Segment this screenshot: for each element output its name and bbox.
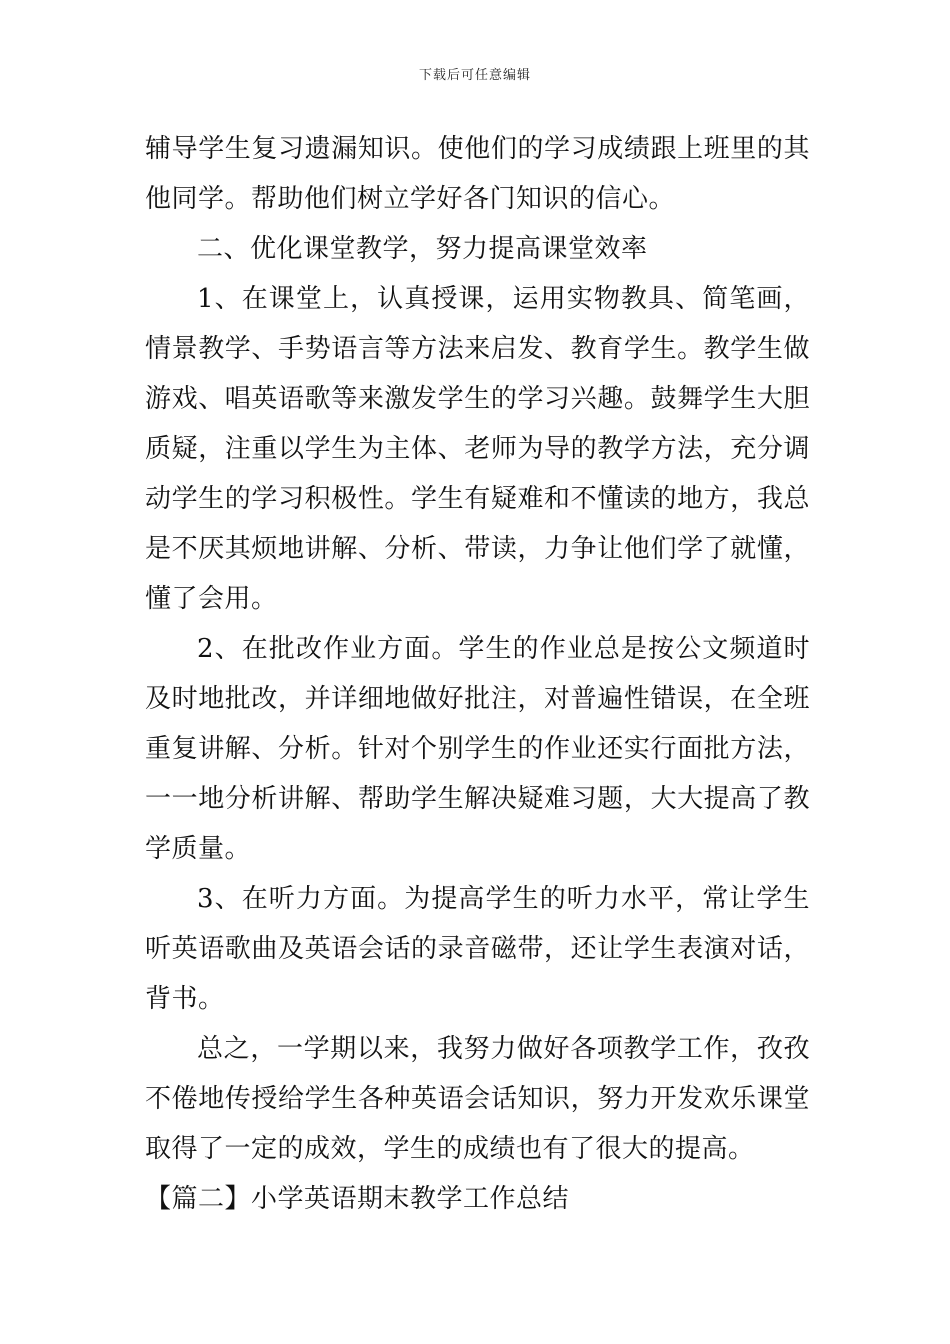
- paragraph-item-2: 2、在批改作业方面。学生的作业总是按公文频道时及时地批改，并详细地做好批注，对普遍性错误，在全班重复讲解、分析。针对个别学生的作业还实行面批方法，一一地分析讲解、帮助学生解决疑难习题，大大提高了教学质量。: [145, 634, 810, 864]
- paragraph-item-1: 1、在课堂上，认真授课，运用实物教具、简笔画，情景教学、手势语言等方法来启发、教育学生。教学生做游戏、唱英语歌等来激发学生的学习兴趣。鼓舞学生大胆质疑，注重以学生为主体、老师为导的教学方法，充分调动学生的学习积极性。学生有疑难和不懂读的地方，我总是不厌其烦地讲解、分析、带读，力争让他们学了就懂，懂了会用。: [145, 284, 810, 614]
- subheading-optimize-teaching: 二、优化课堂教学，努力提高课堂效率: [197, 234, 648, 264]
- paragraph-continuation: 辅导学生复习遗漏知识。使他们的学习成绩跟上班里的其他同学。帮助他们树立学好各门知识的信心。: [145, 134, 810, 214]
- paragraph-item-3: 3、在听力方面。为提高学生的听力水平，常让学生听英语歌曲及英语会话的录音磁带，还让学生表演对话，背书。: [145, 884, 810, 1014]
- page-header-note: 下载后可任意编辑: [418, 68, 531, 83]
- document-body: [145, 124, 810, 1224]
- section-heading: 【篇二】小学英语期末教学工作总结: [145, 1184, 570, 1214]
- paragraph-summary: 总之，一学期以来，我努力做好各项教学工作，孜孜不倦地传授给学生各种英语会话知识，努力开发欢乐课堂取得了一定的成效，学生的成绩也有了很大的提高。: [145, 1034, 810, 1164]
